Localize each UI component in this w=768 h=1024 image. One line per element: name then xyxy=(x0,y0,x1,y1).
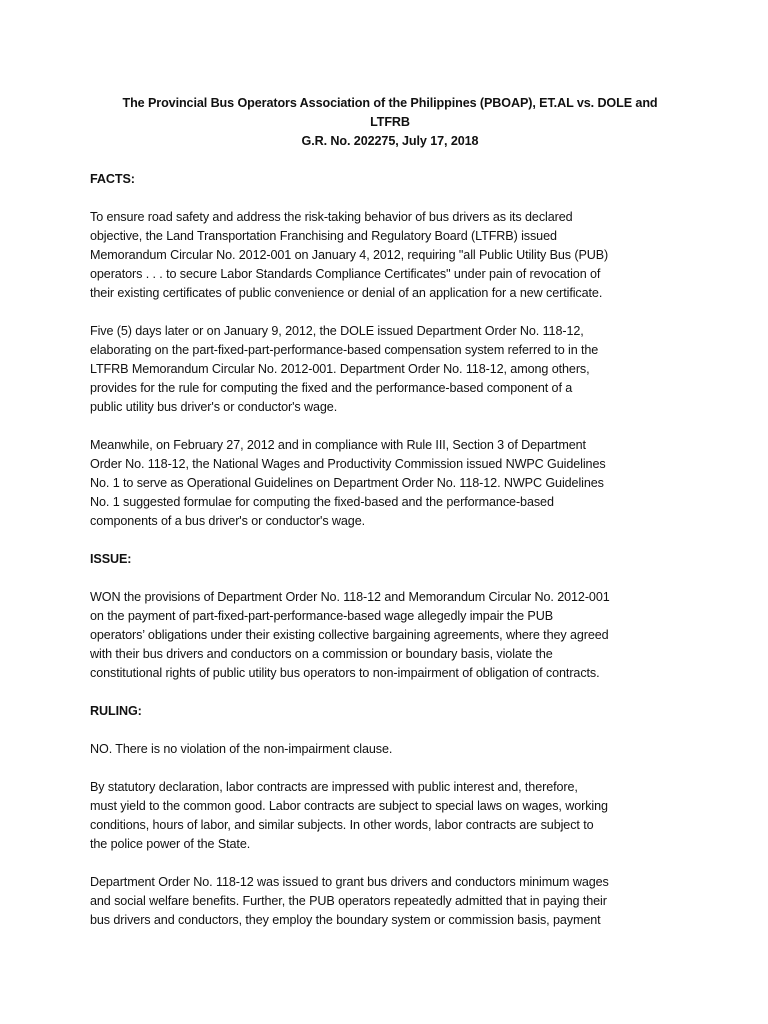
facts-paragraph-2: Five (5) days later or on January 9, 2012, the DOLE issued Department Order No. 118-12, elaborating on the part-fixed-part-performance-based compensation system referred to in the LTFRB Memorandum Circular No. 2012-001. Department Order No. 118-12, among others, provides for the rule for computing the fixed and the performance-based component of a public utility bus driver's or conductor's wage. xyxy=(90,324,599,414)
issue-paragraph: WON the provisions of Department Order No. 118-12 and Memorandum Circular No. 2012-001 on the payment of part-fixed-part-performance-based wage allegedly impair the PUB operators’ obligations under their existing collective bargaining agreements, where they agreed with their bus drivers and conductors on a commission or boundary basis, violate the constitutional rights of public utility bus operators to non-impairment of obligation of contracts. xyxy=(90,590,610,680)
case-citation: G.R. No. 202275, July 17, 2018 xyxy=(301,134,479,148)
facts-heading: FACTS: xyxy=(90,172,135,186)
case-title xyxy=(90,94,690,151)
issue-heading: ISSUE: xyxy=(90,552,132,566)
facts-paragraph-1: To ensure road safety and address the risk-taking behavior of bus drivers as its declared objective, the Land Transportation Franchising and Regulatory Board (LTFRB) issued Memorandum Circular No. 2012-001 on January 4, 2012, requiring "all Public Utility Bus (PUB) operators . . . to secure Labor Standards Compliance Certificates" under pain of revocation of their existing certificates of public convenience or denial of an application for a new certificate. xyxy=(90,210,609,300)
facts-paragraph-3: Meanwhile, on February 27, 2012 and in compliance with Rule III, Section 3 of Department Order No. 118-12, the National Wages and Productivity Commission issued NWPC Guidelines No. 1 to serve as Operational Guidelines on Department Order No. 118-12. NWPC Guidelines No. 1 suggested formulae for computing the fixed-based and the performance-based components of a bus driver's or conductor's wage. xyxy=(90,438,606,528)
ruling-paragraph-2: By statutory declaration, labor contracts are impressed with public interest and, therefore, must yield to the common good. Labor contracts are subject to special laws on wages, working conditions, hours of labor, and similar subjects. In other words, labor contracts are subject to the police power of the State. xyxy=(90,780,608,851)
document-page xyxy=(90,94,690,949)
ruling-paragraph-1: NO. There is no violation of the non-impairment clause. xyxy=(90,742,393,756)
case-title-text: The Provincial Bus Operators Association of the Philippines (PBOAP), ET.AL vs. DOLE and LTFRB xyxy=(122,96,658,129)
ruling-heading: RULING: xyxy=(90,704,142,718)
ruling-paragraph-3: Department Order No. 118-12 was issued to grant bus drivers and conductors minimum wages and social welfare benefits. Further, the PUB operators repeatedly admitted that in paying their bus drivers and conductors, they employ the boundary system or commission basis, payment xyxy=(90,875,609,927)
